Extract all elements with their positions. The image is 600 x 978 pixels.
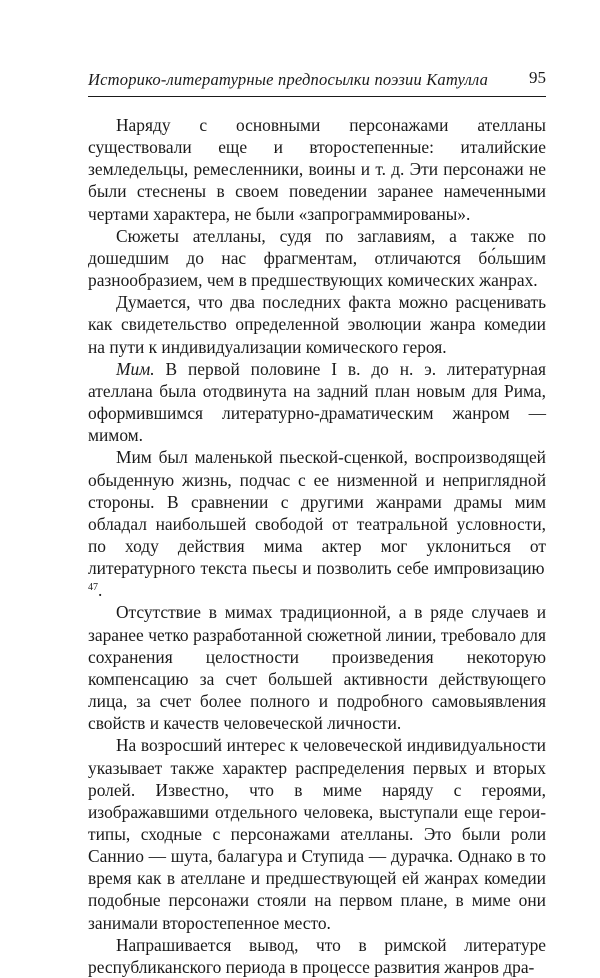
paragraph-conclusion: Напрашивается вывод, что в римской литературе республиканского периода в процессе развития жанров дра- (88, 934, 546, 977)
footnote-marker: 47 (88, 582, 98, 594)
paragraph-secondary-characters: Наряду с основными персонажами ателланы существовали еще и второстепенные: италийские земледельцы, ремесленники, воины и т. д. Эти персонажи не были стеснены в своем поведении заранее намеченными чертами характера, не были «запрограммированы». (88, 115, 546, 224)
body-text (88, 114, 546, 978)
paragraph-evolution: Думается, что два последних факта можно расценивать как свидетельство определенной эволюции жанра комедии на пути к индивидуализации комического героя. (88, 292, 546, 357)
paragraph-plots: Сюжеты ателланы, судя по заглавиям, а также по дошедшим до нас фрагментам, отличаются бо́льшим разнообразием, чем в предшествующих комических жанрах. (88, 225, 546, 291)
running-header-title: Историко-литературные предпосылки поэзии Катулла (88, 70, 489, 89)
paragraph-roles: На возросший интерес к человеческой индивидуальности указывает также характер распределения первых и вторых ролей. Известно, что в миме наряду с героями, изображавшими отдельного человека, выступали еще герои-типы, сходные с персонажами ателланы. Это были роли Саннио — шута, балагура и Ступида — дурачка. Однако в то время как в ателлане и предшествующей ей жанрах комедии подобные персонажи стояли на первом плане, в миме они занимали второстепенное место. (88, 735, 546, 933)
paragraph-mime-intro: Мим. В первой половине I в. до н. э. литературная ателлана была отодвинута на задний план новым для Рима, оформившимся литературно-драматическим жанром — мимом. (88, 358, 546, 446)
section-lead-mime: Мим. (116, 358, 155, 379)
paragraph-plot-line: Отсутствие в мимах традиционной, а в ряде случаев и заранее четко разработанной сюжетной линии, требовало для сохранения целостности произведения некоторую компенсацию за счет большей активности действующего лица, за счет более полного и подробного самовыявления свойств и качеств человеческой личности. (88, 602, 546, 734)
header-rule (88, 96, 546, 97)
page-number: 95 (529, 68, 546, 87)
running-header (88, 68, 546, 92)
paragraph-mime-description: Мим был маленькой пьеской-сценкой, воспроизводящей обыденную жизнь, подчас с ее низменной и неприглядной стороны. В сравнении с другими жанрами драмы мим обладал наибольшей свободой от театральной условности, по ходу действия мима актер мог уклониться от литературного текста пьесы и позволить себе импровизацию $^{47}$. (88, 447, 546, 601)
